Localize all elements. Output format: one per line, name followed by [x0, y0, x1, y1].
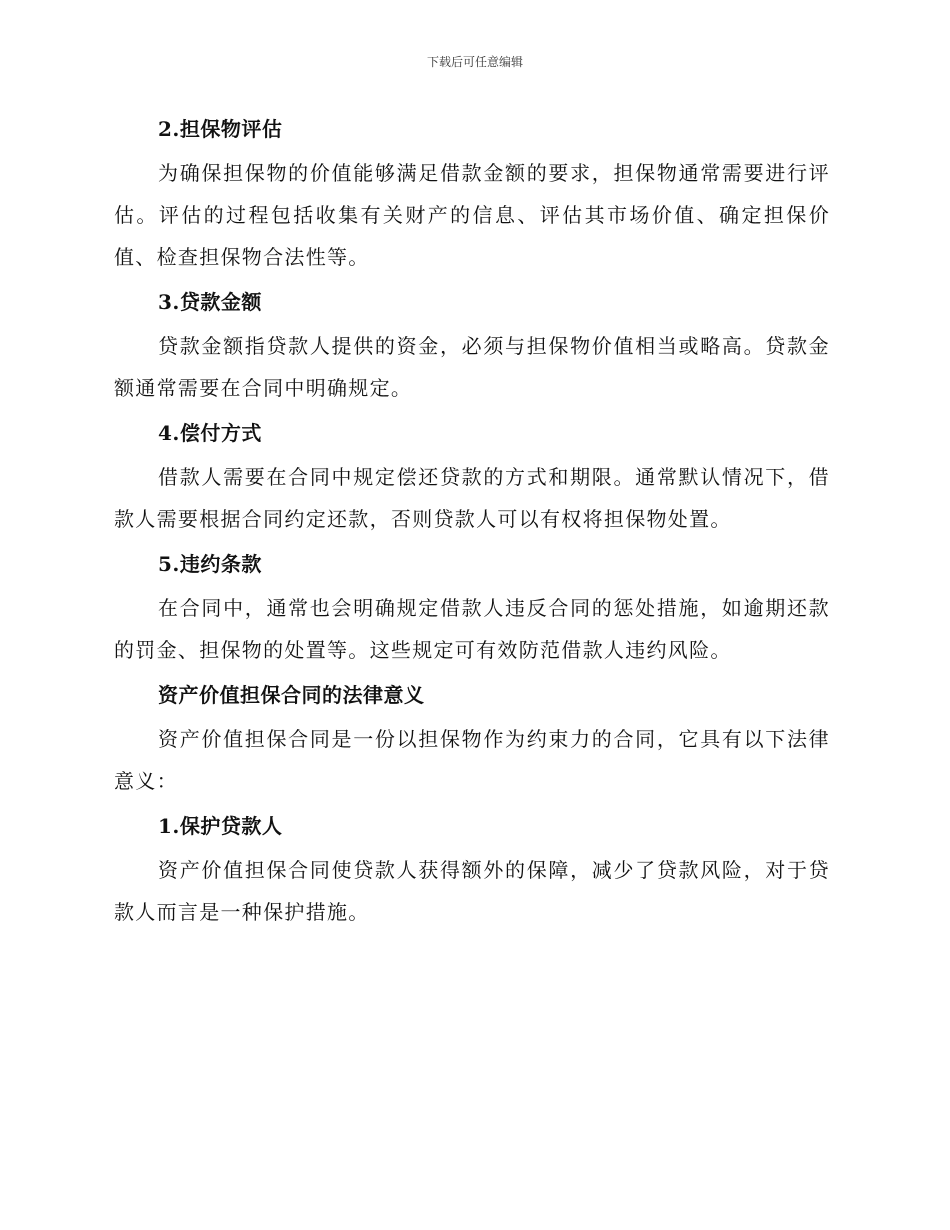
section-body-legal-significance: 资产价值担保合同是一份以担保物作为约束力的合同，它具有以下法律意义： [114, 727, 830, 793]
section-body-collateral-assessment: 为确保担保物的价值能够满足借款金额的要求，担保物通常需要进行评估。评估的过程包括收集有关财产的信息、评估其市场价值、确定担保价值、检查担保物合法性等。 [114, 161, 830, 269]
section-heading-default-clause: 5.违约条款 [158, 552, 262, 576]
section-heading-loan-amount: 3.贷款金额 [158, 290, 262, 314]
section-heading-repayment-method: 4.偿付方式 [158, 421, 262, 445]
section-heading-protect-lender: 1.保护贷款人 [158, 814, 283, 838]
page-header: 下载后可任意编辑 [426, 55, 523, 69]
section-body-loan-amount: 贷款金额指贷款人提供的资金，必须与担保物价值相当或略高。贷款金额通常需要在合同中明确规定。 [114, 334, 830, 400]
section-body-protect-lender: 资产价值担保合同使贷款人获得额外的保障，减少了贷款风险，对于贷款人而言是一种保护措施。 [114, 858, 830, 924]
section-body-repayment-method: 借款人需要在合同中规定偿还贷款的方式和期限。通常默认情况下，借款人需要根据合同约定还款，否则贷款人可以有权将担保物处置。 [114, 465, 830, 531]
section-heading-collateral-assessment: 2.担保物评估 [158, 117, 283, 141]
section-heading-legal-significance: 资产价值担保合同的法律意义 [158, 683, 425, 707]
section-body-default-clause: 在合同中，通常也会明确规定借款人违反合同的惩处措施，如逾期还款的罚金、担保物的处置等。这些规定可有效防范借款人违约风险。 [114, 596, 830, 662]
document-body [114, 110, 830, 933]
